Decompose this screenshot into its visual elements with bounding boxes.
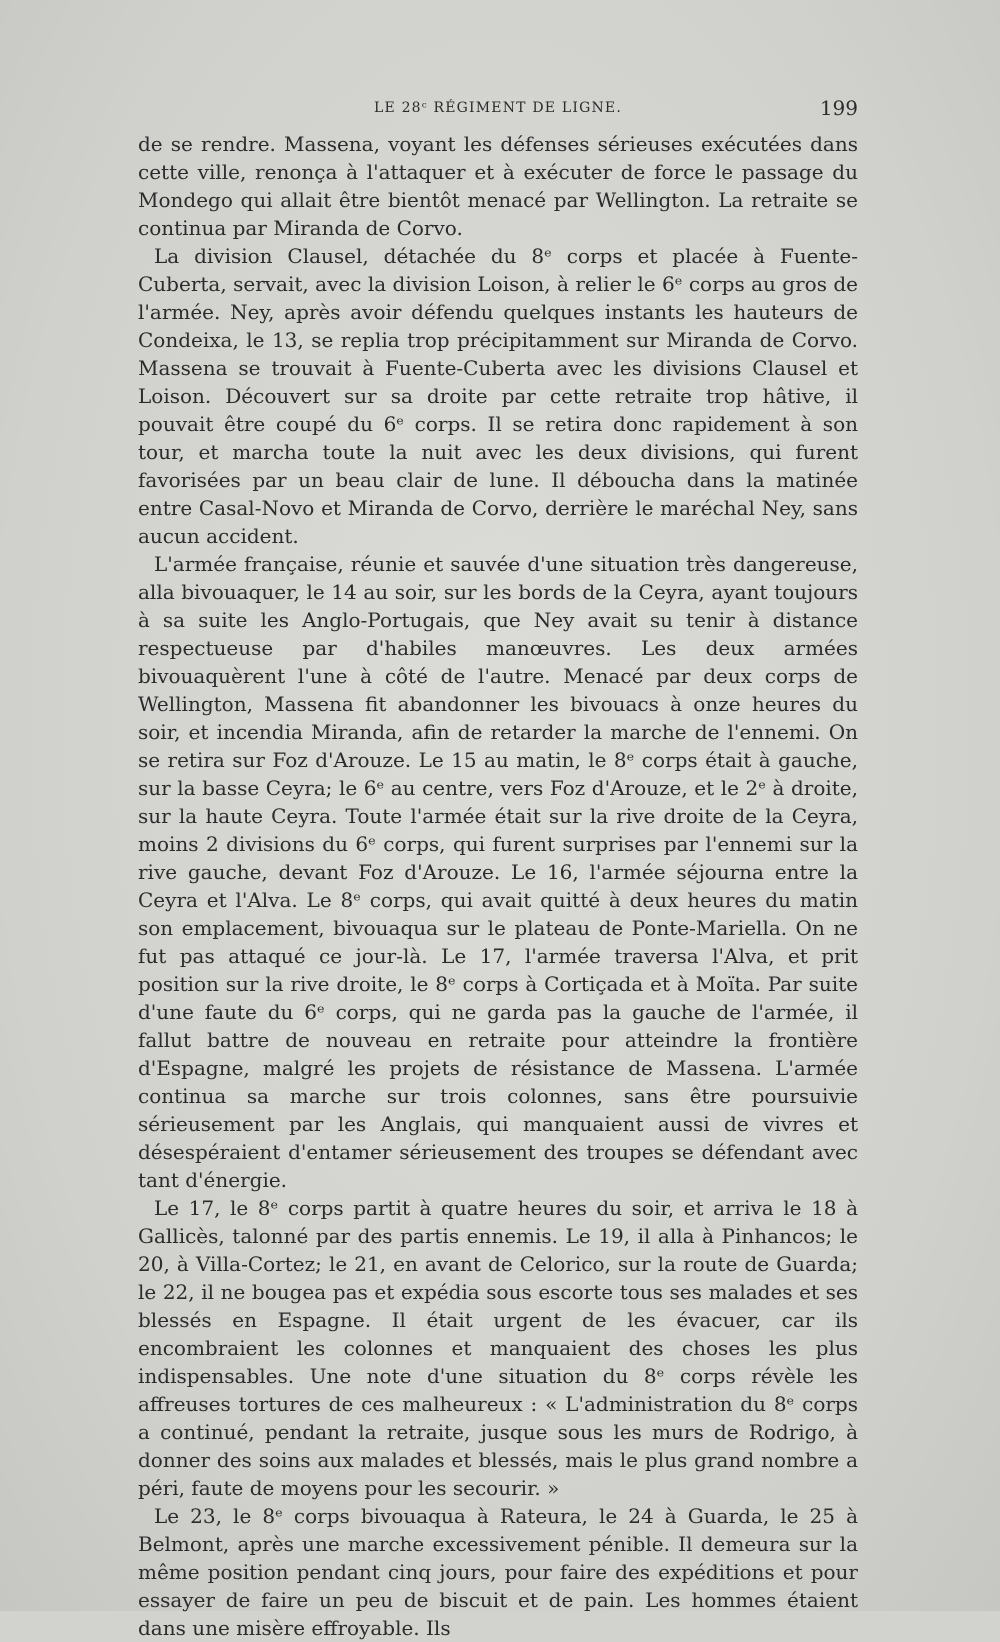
page-header <box>138 96 858 124</box>
paragraph: Le 23, le 8ᵉ corps bivouaqua à Rateura, le 24 à Guarda, le 25 à Belmont, après une marche excessivement pénible. Il demeura sur la même position pendant cinq jours, pour faire des expéditions et pour essayer de faire un peu de biscuit et de pain. Les hommes étaient dans une misère effroyable. Ils <box>138 1504 858 1640</box>
paragraph-continuation: de se rendre. Massena, voyant les défenses sérieuses exécutées dans cette ville, renonça à l'attaquer et à exécuter de force le passage du Mondego qui allait être bientôt menacé par Wellington. La retraite se continua par Miranda de Corvo. <box>138 132 858 240</box>
paragraph: L'armée française, réunie et sauvée d'une situation très dangereuse, alla bivouaquer, le 14 au soir, sur les bords de la Ceyra, ayant toujours à sa suite les Anglo-Portugais, que Ney avait su tenir à distance respectueuse par d'habiles manœuvres. Les deux armées bivouaquèrent l'une à côté de l'autre. Menacé par deux corps de Wellington, Massena fit abandonner les bivouacs à onze heures du soir, et incendia Miranda, afin de retarder la marche de l'ennemi. On se retira sur Foz d'Arouze. Le 15 au matin, le 8ᵉ corps était à gauche, sur la basse Ceyra; le 6ᵉ au centre, vers Foz d'Arouze, et le 2ᵉ à droite, sur la haute Ceyra. Toute l'armée était sur la rive droite de la Ceyra, moins 2 divisions du 6ᵉ corps, qui furent surprises par l'ennemi sur la rive gauche, devant Foz d'Arouze. Le 16, l'armée séjourna entre la Ceyra et l'Alva. Le 8ᵉ corps, qui avait quitté à deux heures du matin son emplacement, bivouaqua sur le plateau de Ponte-Mariella. On ne fut pas attaqué ce jour-là. Le 17, l'armée traversa l'Alva, et prit position sur la rive droite, le 8ᵉ corps à Cortiçada et à Moïta. Par suite d'une faute du 6ᵉ corps, qui ne garda pas la gauche de l'armée, il fallut battre de nouveau en retraite pour atteindre la frontière d'Espagne, malgré les projets de résistance de Massena. L'armée continua sa marche sur trois colonnes, sans être poursuivie sérieusement par les Anglais, qui manquaient aussi de vivres et désespéraient d'entamer sérieusement des troupes se défendant avec tant d'énergie. <box>138 552 858 1192</box>
body-text <box>138 130 858 1642</box>
paragraph: La division Clausel, détachée du 8ᵉ corps et placée à Fuente-Cuberta, servait, avec la division Loison, à relier le 6ᵉ corps au gros de l'armée. Ney, après avoir défendu quelques instants les hauteurs de Condeixa, le 13, se replia trop précipitamment sur Miranda de Corvo. Massena se trouvait à Fuente-Cuberta avec les divisions Clausel et Loison. Découvert sur sa droite par cette retraite trop hâtive, il pouvait être coupé du 6ᵉ corps. Il se retira donc rapidement à son tour, et marcha toute la nuit avec les deux divisions, qui furent favorisées par un beau clair de lune. Il déboucha dans la matinée entre Casal-Novo et Miranda de Corvo, derrière le maréchal Ney, sans aucun accident. <box>138 244 858 548</box>
page-number: 199 <box>819 96 858 120</box>
paragraph: Le 17, le 8ᵉ corps partit à quatre heures du soir, et arriva le 18 à Gallicès, talonné par des partis ennemis. Le 19, il alla à Pinhancos; le 20, à Villa-Cortez; le 21, en avant de Celorico, sur la route de Guarda; le 22, il ne bougea pas et expédia sous escorte tous ses malades et ses blessés en Espagne. Il était urgent de les évacuer, car ils encombraient les colonnes et manquaient des choses les plus indispensables. Une note d'une situation du 8ᵉ corps révèle les affreuses tortures de ces malheureux : « L'administration du 8ᵉ corps a continué, pendant la retraite, jusque sous les murs de Rodrigo, à donner des soins aux malades et blessés, mais le plus grand nombre a péri, faute de moyens pour les secourir. » <box>138 1196 858 1500</box>
running-head: LE 28ᶜ RÉGIMENT DE LIGNE. <box>374 100 622 116</box>
